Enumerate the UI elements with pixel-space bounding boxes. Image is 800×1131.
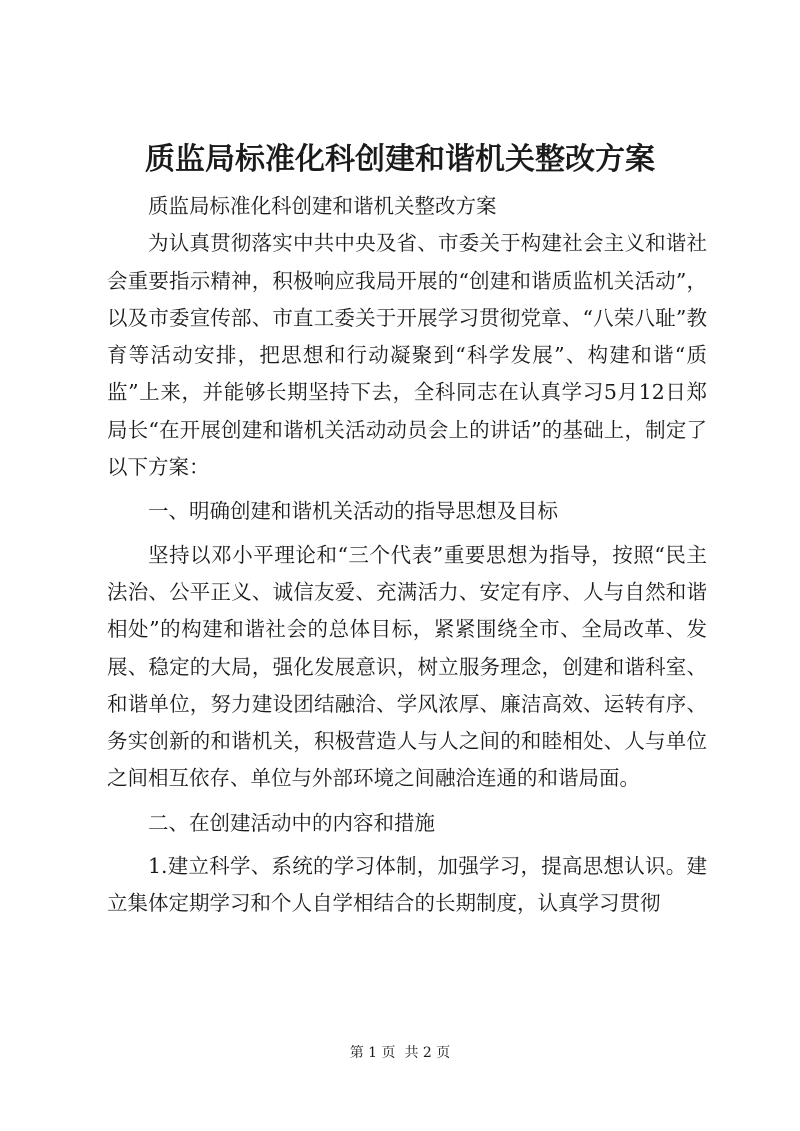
- section-1-heading: 一、明确创建和谐机关活动的指导思想及目标: [148, 499, 558, 524]
- section-2-item-1-paragraph: 1.建立科学、系统的学习体制，加强学习，提高思想认识。建立集体定期学习和个人自学相结合的长期制度，认真学习贯彻: [107, 854, 707, 916]
- page-number-label: 第 1 页 共 2 页: [349, 1045, 451, 1061]
- section-2-heading: 二、在创建活动中的内容和措施: [148, 810, 435, 835]
- intro-paragraph: 为认真贯彻落实中共中央及省、市委关于构建社会主义和谐社会重要指示精神，积极响应我局开展的“创建和谐质监机关活动”，以及市委宣传部、市直工委关于开展学习贯彻党章、“八荣八耻”教育等活动安排，把思想和行动凝聚到“科学发展”、构建和谐“质监”上来，并能够长期坚持下去，全科同志在认真学习5月12日郑局长“在开展创建和谐机关活动动员会上的讲话”的基础上，制定了以下方案：: [107, 231, 707, 480]
- subtitle-paragraph: 质监局标准化科创建和谐机关整改方案: [148, 194, 497, 218]
- document-body: [107, 188, 707, 923]
- document-title: 质监局标准化科创建和谐机关整改方案: [145, 142, 655, 177]
- page-footer: [0, 1043, 800, 1063]
- section-1-paragraph: 坚持以邓小平理论和“三个代表”重要思想为指导，按照“民主法治、公平正义、诚信友爱、充满活力、安定有序、人与自然和谐相处”的构建和谐社会的总体目标，紧紧围绕全市、全局改革、发展、稳定的大局，强化发展意识，树立服务理念，创建和谐科室、和谐单位，努力建设团结融洽、学风浓厚、廉洁高效、运转有序、务实创新的和谐机关，积极营造人与人之间的和睦相处、人与单位之间相互依存、单位与外部环境之间融洽连通的和谐局面。: [107, 542, 707, 791]
